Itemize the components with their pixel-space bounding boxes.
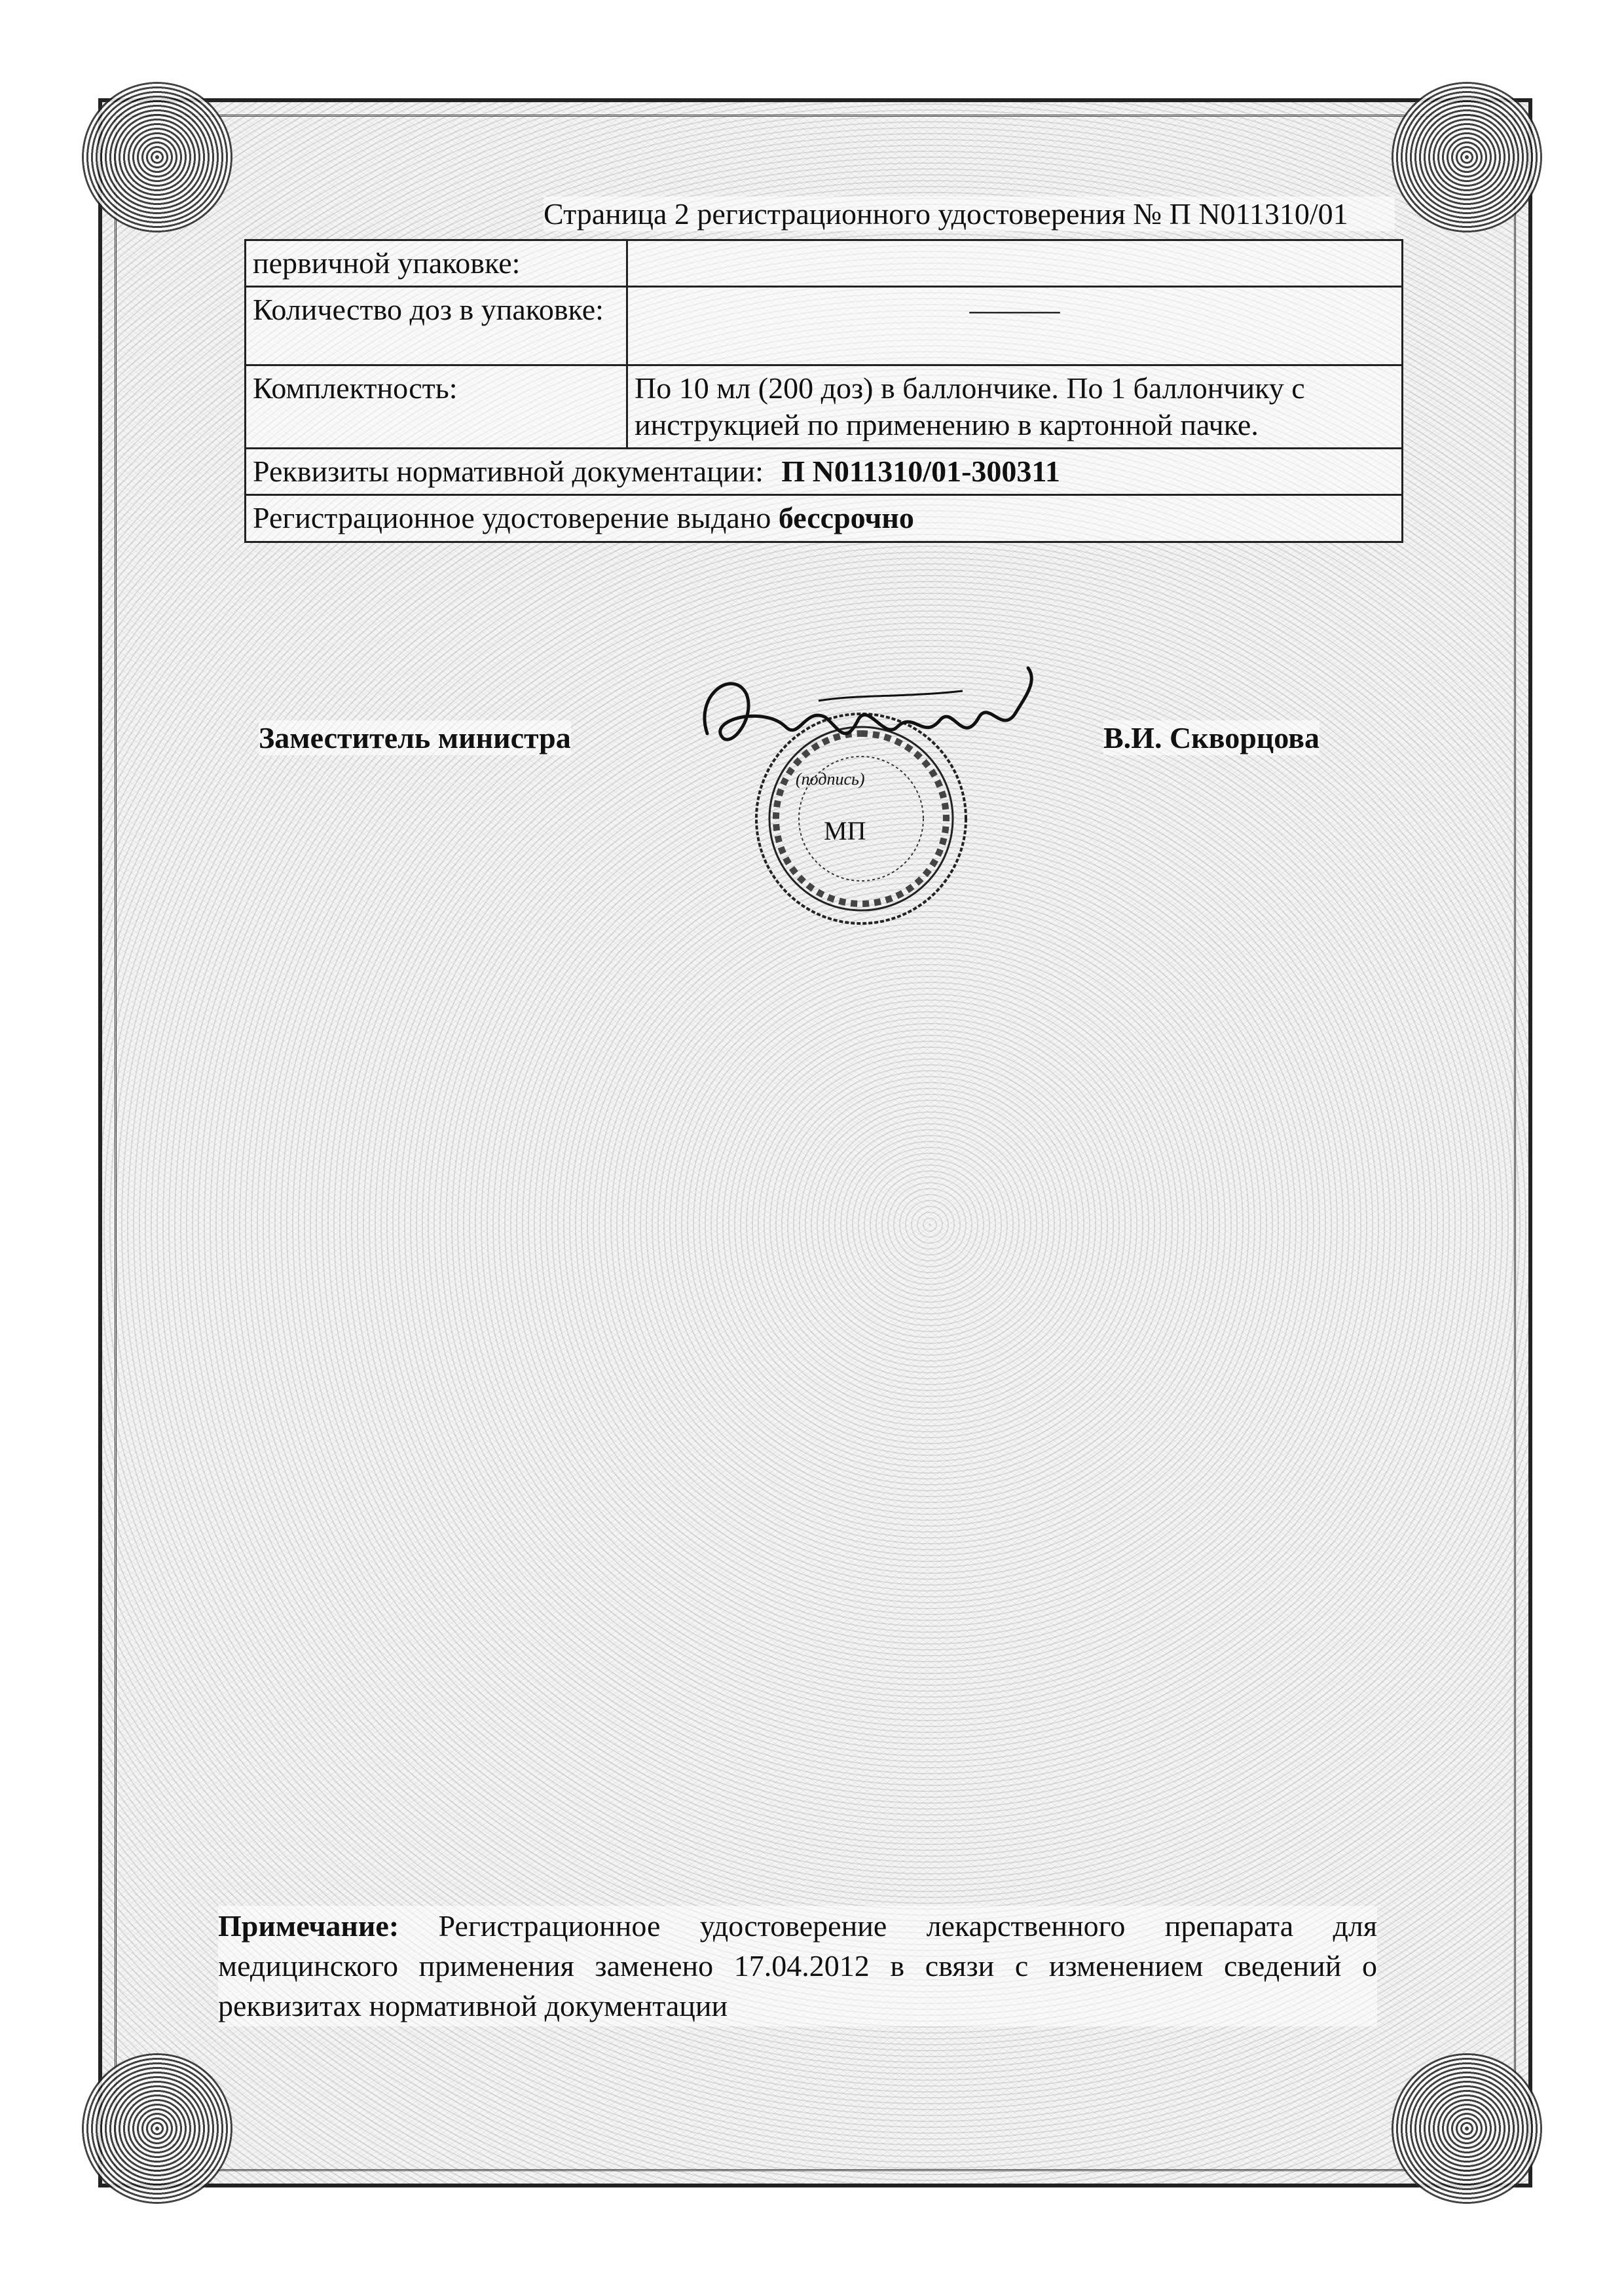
corner-ornament-bottom-left [82,2053,232,2204]
row-label: Количество доз в упаковке: [246,287,627,365]
requisites-label: Реквизиты нормативной документации: [253,455,764,489]
row-label: Комплектность: [246,365,627,449]
requisites-row [246,449,1403,495]
corner-ornament-top-right [1392,82,1542,233]
table-row [246,449,1403,495]
corner-ornament-top-left [82,82,232,233]
seal-mark: МП [824,816,866,846]
table-row [246,495,1403,542]
registration-table [244,239,1403,543]
corner-ornament-bottom-right [1392,2053,1542,2204]
validity-term: бессрочно [778,501,914,535]
note-label: Примечание: [218,1909,399,1943]
row-value: ——— [627,287,1403,365]
row-value [627,240,1403,287]
note-text: Регистрационное удостоверение лекарственного препарата для медицинского применения заменено 17.04.2012 в связи с изменением сведений о реквизитах нормативной документации [218,1909,1377,2023]
page-header: Страница 2 регистрационного удостоверения № П N011310/01 [544,196,1395,231]
requisites-value: П N011310/01-300311 [781,455,1060,489]
note-paragraph [218,1906,1377,2026]
table-row [246,365,1403,449]
row-label: первичной упаковке: [246,240,627,287]
handwritten-signature [688,655,1054,786]
table-row [246,240,1403,287]
table-row [246,287,1403,365]
validity-row [246,495,1403,542]
seal-caption: (подпись) [796,770,865,789]
row-value: По 10 мл (200 доз) в баллончике. По 1 баллончику с инструкцией по применению в картонной пачке. [627,365,1403,449]
validity-text: Регистрационное удостоверение выдано [253,501,771,535]
signer-name: В.И. Скворцова [1103,721,1320,754]
signer-title: Заместитель министра [259,721,571,754]
